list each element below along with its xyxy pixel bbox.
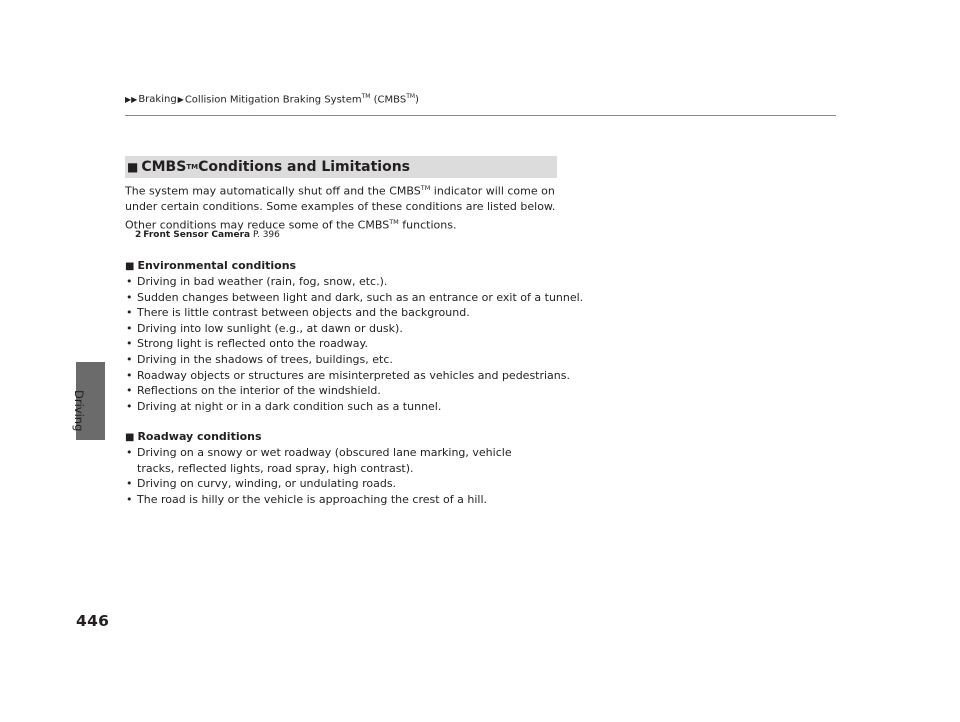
- heading-text: Conditions and Limitations: [198, 159, 410, 175]
- list-item: • Strong light is reflected onto the roadway.: [125, 336, 565, 352]
- intro-text: The system may automatically shut off and the CMBS: [125, 184, 421, 198]
- xref-title: Front Sensor Camera: [143, 230, 251, 240]
- list-item: • Sudden changes between light and dark, such as an entrance or exit of a tunnel.: [125, 290, 565, 306]
- trademark-mark: TM: [186, 163, 199, 171]
- intro-text: indicator will come on under certain conditions. Some examples of these conditions are listed below. Other conditions may reduce some of the CMBS: [125, 184, 556, 232]
- square-bullet-icon: ■: [125, 432, 135, 443]
- list-item: • Driving in the shadows of trees, buildings, etc.: [125, 352, 565, 368]
- environmental-heading: [125, 259, 296, 272]
- roadway-heading: [125, 430, 262, 443]
- roadway-list: [125, 445, 545, 507]
- list-item: • There is little contrast between objects and the background.: [125, 305, 565, 321]
- breadcrumb-text: ): [415, 94, 419, 106]
- environmental-list: [125, 274, 584, 414]
- list-item: • Roadway objects or structures are misinterpreted as vehicles and pedestrians.: [125, 368, 565, 384]
- chapter-label: Driving: [72, 390, 86, 432]
- list-item: • Driving in bad weather (rain, fog, snow, etc.).: [125, 274, 565, 290]
- breadcrumb-item-braking[interactable]: Braking: [138, 93, 177, 105]
- list-item: • Reflections on the interior of the windshield.: [125, 383, 565, 399]
- subheading-text: Environmental conditions: [137, 259, 297, 272]
- list-item: • Driving on curvy, winding, or undulating roads.: [125, 476, 545, 492]
- list-item: • Driving at night or in a dark condition such as a tunnel.: [125, 399, 565, 415]
- heading-text: CMBS: [141, 159, 187, 175]
- section-heading: [125, 156, 557, 178]
- breadcrumb-item-cmbs[interactable]: [185, 93, 419, 105]
- intro-paragraph: [125, 181, 575, 233]
- square-bullet-icon: ■: [127, 160, 139, 174]
- square-bullet-icon: ■: [125, 261, 135, 272]
- trademark-mark: TM: [389, 217, 399, 226]
- breadcrumb-text: Collision Mitigation Braking System: [184, 94, 362, 106]
- breadcrumb-arrow-icon: ▶▶: [125, 94, 138, 104]
- list-item: • The road is hilly or the vehicle is approaching the crest of a hill.: [125, 492, 545, 508]
- breadcrumb: [125, 93, 419, 105]
- cross-reference-link[interactable]: [135, 230, 280, 240]
- page-number: 446: [76, 612, 110, 630]
- subheading-text: Roadway conditions: [137, 430, 262, 443]
- intro-text: functions.: [398, 218, 457, 232]
- breadcrumb-text: (CMBS: [370, 94, 407, 106]
- reference-arrow-icon: 2: [135, 230, 142, 240]
- list-item: • Driving on a snowy or wet roadway (obscured lane marking, vehicle tracks, reflected lights, road spray, high contrast).: [125, 445, 545, 476]
- trademark-mark: TM: [420, 184, 431, 192]
- xref-page: P. 396: [250, 230, 280, 240]
- list-item: • Driving into low sunlight (e.g., at dawn or dusk).: [125, 321, 565, 337]
- header-divider: [125, 115, 836, 116]
- trademark-mark: TM: [361, 93, 371, 100]
- trademark-mark: TM: [406, 93, 416, 100]
- breadcrumb-arrow-icon: ▶: [177, 94, 184, 104]
